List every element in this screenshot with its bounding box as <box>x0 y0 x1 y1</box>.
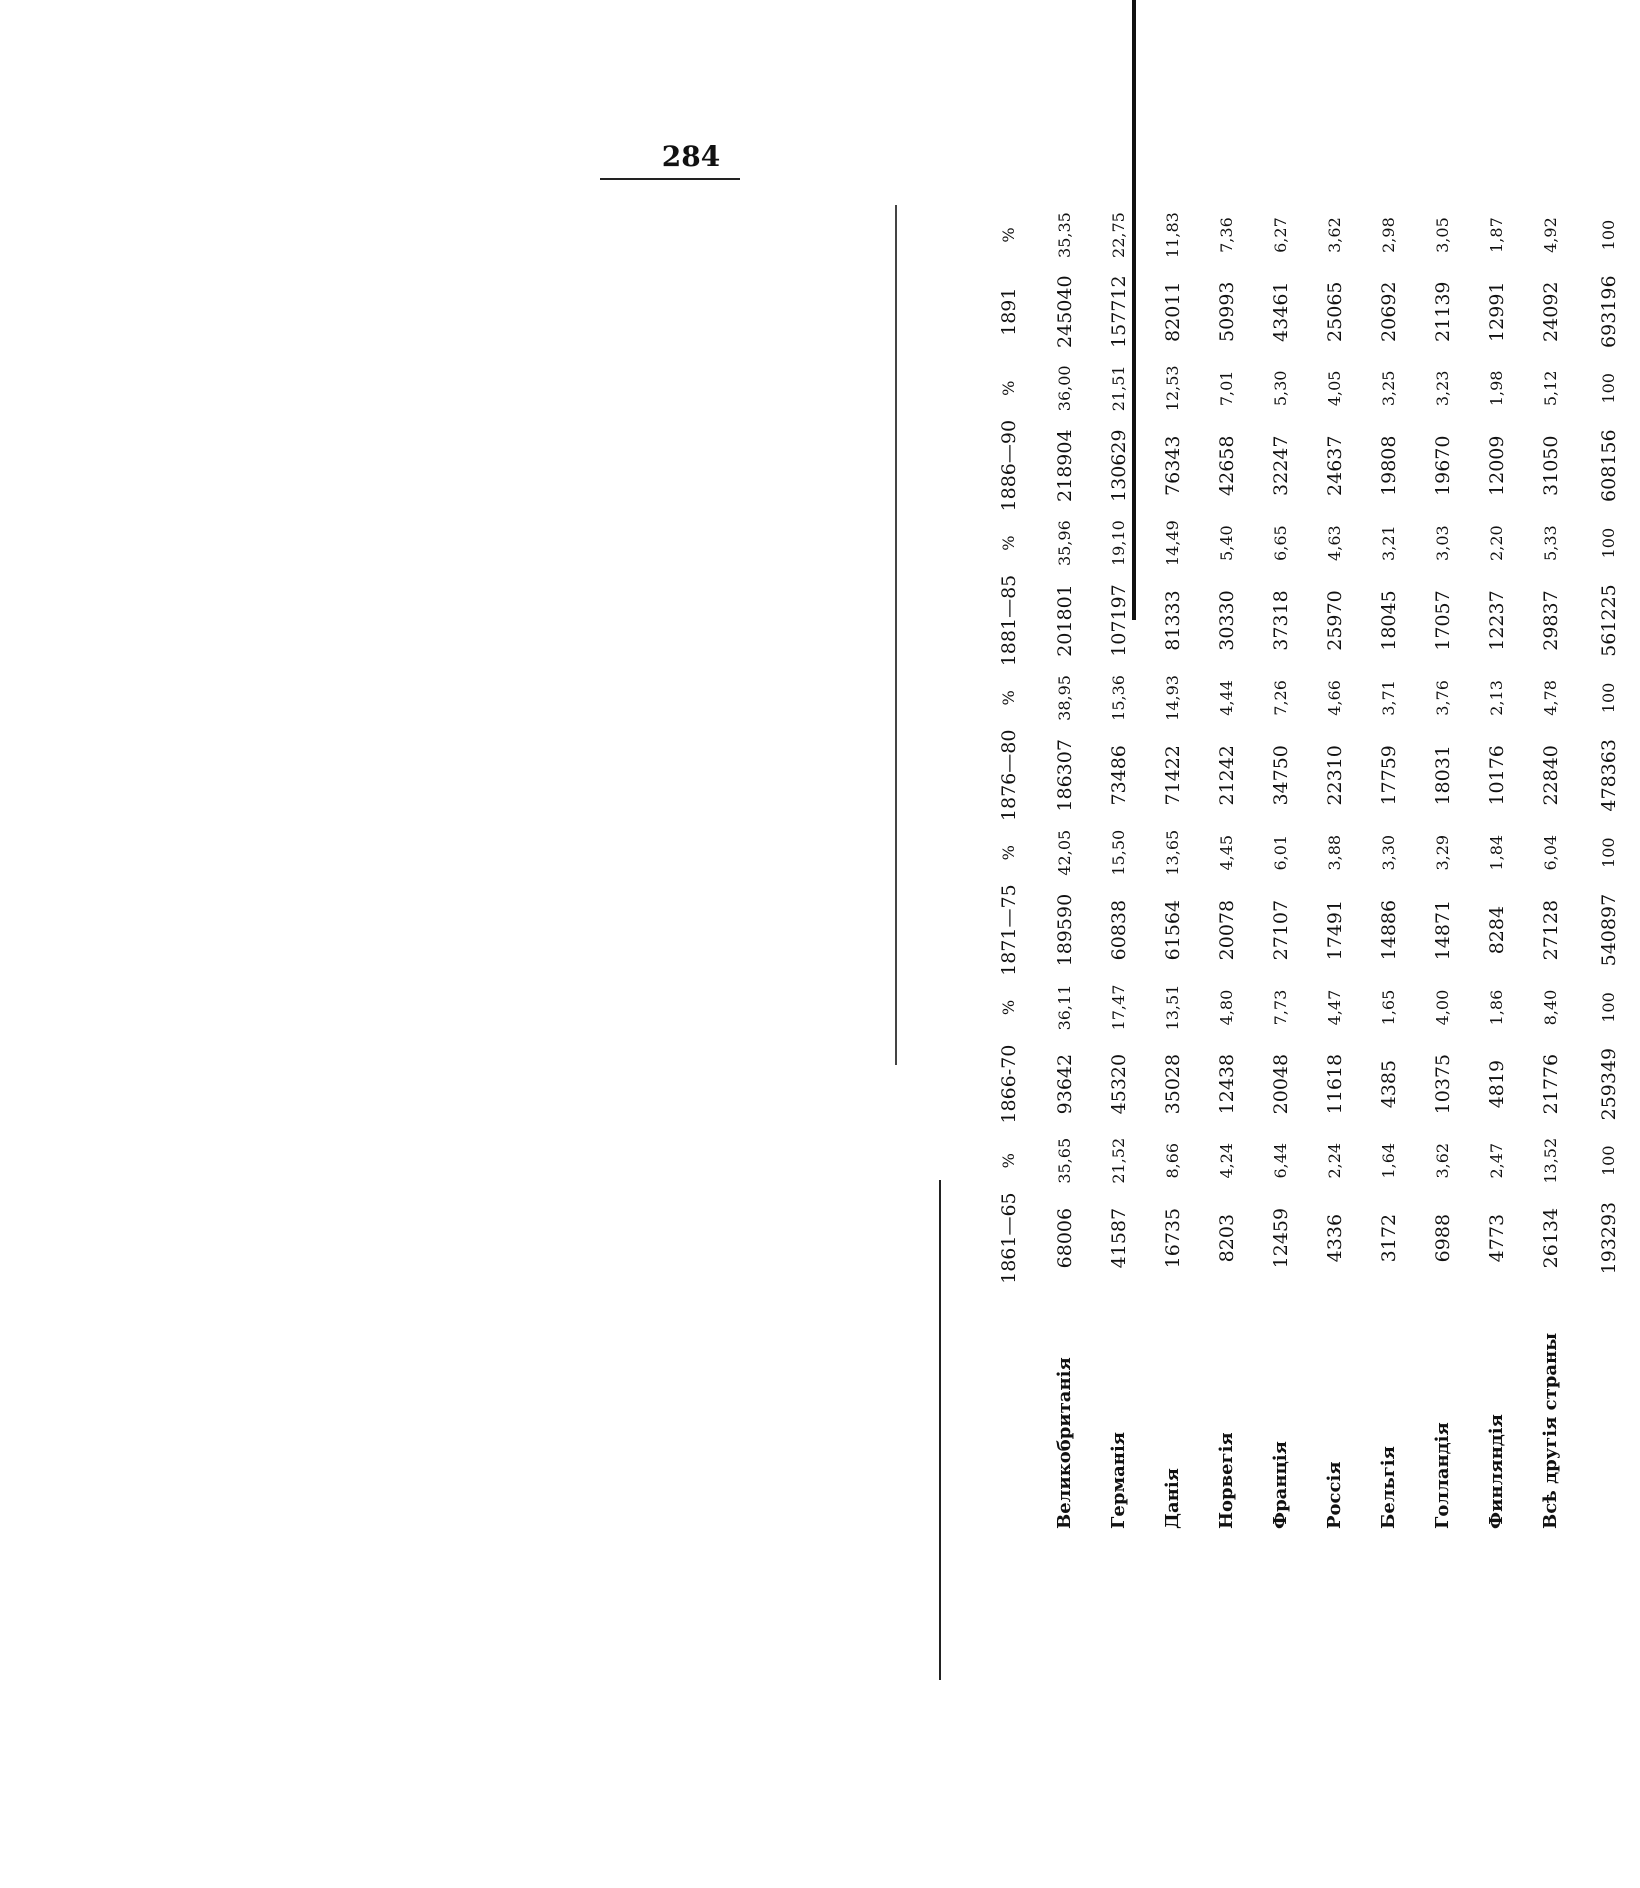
country-column-rule <box>939 1180 941 1680</box>
count-cell: 157712 <box>1107 275 1130 348</box>
count-cell: 19808 <box>1377 435 1400 496</box>
percent-cell: 5,33 <box>1541 525 1560 561</box>
percent-cell: 14,93 <box>1163 675 1182 721</box>
percent-cell: 1,65 <box>1379 989 1398 1026</box>
count-cell: 26134 <box>1539 1207 1562 1269</box>
percent-cell: 21,52 <box>1109 1137 1128 1184</box>
percent-cell: 12,53 <box>1163 365 1182 412</box>
percent-cell: 36,00 <box>1055 365 1074 412</box>
count-cell: 41587 <box>1107 1207 1130 1269</box>
count-cell: 12459 <box>1269 1207 1292 1269</box>
country-name: Голландія <box>1432 1422 1453 1529</box>
percent-cell: 6,27 <box>1271 217 1290 253</box>
percent-cell: 6,01 <box>1271 834 1290 871</box>
count-cell: 12009 <box>1485 435 1508 496</box>
percent-cell: 3,25 <box>1379 370 1398 407</box>
percent-cell: 1,98 <box>1487 370 1506 407</box>
totals-rule <box>895 205 897 1065</box>
count-cell: 27128 <box>1539 899 1562 961</box>
totals-row <box>1578 205 1640 1535</box>
percent-cell: 5,40 <box>1217 525 1236 561</box>
count-cell: 37318 <box>1269 590 1292 651</box>
percent-cell: 38,95 <box>1055 675 1074 721</box>
percent-cell: 2,20 <box>1487 525 1506 561</box>
count-cell: 31050 <box>1539 435 1562 496</box>
header-period: 1876—80 <box>997 729 1020 822</box>
count-cell: 27107 <box>1269 899 1292 961</box>
count-cell: 14886 <box>1377 899 1400 961</box>
count-cell: 22840 <box>1539 745 1562 806</box>
total-count-cell: 608156 <box>1597 429 1620 502</box>
total-count-cell: 540897 <box>1597 893 1620 967</box>
table-row <box>1524 205 1578 1535</box>
rotated-table-container <box>980 205 1620 1535</box>
percent-cell: 4,24 <box>1217 1142 1236 1179</box>
count-cell: 11618 <box>1323 1053 1346 1115</box>
table-row <box>1470 205 1524 1535</box>
count-cell: 73486 <box>1107 745 1130 806</box>
count-cell: 245040 <box>1053 275 1076 348</box>
percent-cell: 3,23 <box>1433 370 1452 407</box>
count-cell: 32247 <box>1269 435 1292 496</box>
count-cell: 16735 <box>1161 1207 1184 1269</box>
total-count-cell: 193293 <box>1597 1201 1620 1275</box>
total-count-cell: 478363 <box>1597 739 1620 812</box>
percent-cell: 7,01 <box>1217 370 1236 407</box>
count-cell: 82011 <box>1161 281 1184 342</box>
percent-cell: 3,71 <box>1379 680 1398 716</box>
percent-cell: 3,88 <box>1325 834 1344 871</box>
count-cell: 45320 <box>1107 1053 1130 1115</box>
percent-cell: 35,65 <box>1055 1137 1074 1184</box>
total-count-cell: 693196 <box>1597 275 1620 348</box>
percent-cell: 13,52 <box>1541 1137 1560 1184</box>
table-row <box>1416 205 1470 1535</box>
country-name: Россія <box>1324 1461 1345 1529</box>
count-cell: 4819 <box>1485 1059 1508 1109</box>
count-cell: 50993 <box>1215 281 1238 342</box>
count-cell: 68006 <box>1053 1207 1076 1269</box>
header-percent: % <box>999 535 1018 551</box>
table-row <box>1200 205 1254 1535</box>
percent-cell: 2,47 <box>1487 1142 1506 1179</box>
count-cell: 22310 <box>1323 745 1346 806</box>
percent-cell: 42,05 <box>1055 829 1074 876</box>
table-row <box>1308 205 1362 1535</box>
total-percent-cell: 100 <box>1599 837 1618 868</box>
country-name: Франція <box>1270 1441 1291 1529</box>
count-cell: 17057 <box>1431 590 1454 651</box>
page-number-rule <box>600 178 740 180</box>
count-cell: 4336 <box>1323 1213 1346 1263</box>
percent-cell: 5,12 <box>1541 370 1560 407</box>
header-percent: % <box>999 227 1018 243</box>
percent-cell: 7,73 <box>1271 989 1290 1026</box>
percent-cell: 6,65 <box>1271 525 1290 561</box>
percent-cell: 13,51 <box>1163 984 1182 1031</box>
country-name: Норвегія <box>1216 1432 1237 1529</box>
percent-cell: 22,75 <box>1109 212 1128 258</box>
count-cell: 12991 <box>1485 281 1508 342</box>
table-row <box>1362 205 1416 1535</box>
count-cell: 130629 <box>1107 429 1130 502</box>
count-cell: 24637 <box>1323 435 1346 496</box>
percent-cell: 4,47 <box>1325 989 1344 1026</box>
header-percent: % <box>999 999 1018 1016</box>
table-row <box>1092 205 1146 1535</box>
table-row <box>1146 205 1200 1535</box>
percent-cell: 3,62 <box>1433 1142 1452 1179</box>
total-percent-cell: 100 <box>1599 1145 1618 1176</box>
table-body <box>1038 205 1640 1535</box>
header-country <box>980 1286 1038 1536</box>
percent-cell: 5,30 <box>1271 370 1290 407</box>
percent-cell: 8,40 <box>1541 989 1560 1026</box>
total-percent-cell: 100 <box>1599 527 1618 559</box>
count-cell: 14871 <box>1431 899 1454 961</box>
emigration-statistics-table <box>980 205 1640 1535</box>
percent-cell: 4,92 <box>1541 217 1560 253</box>
total-percent-cell: 100 <box>1599 373 1618 404</box>
percent-cell: 3,62 <box>1325 217 1344 253</box>
percent-cell: 4,78 <box>1541 680 1560 716</box>
percent-cell: 14,49 <box>1163 520 1182 567</box>
percent-cell: 1,86 <box>1487 989 1506 1026</box>
total-count-cell: 259349 <box>1597 1047 1620 1121</box>
percent-cell: 2,98 <box>1379 217 1398 253</box>
percent-cell: 4,45 <box>1217 834 1236 871</box>
header-percent: % <box>999 1153 1018 1169</box>
percent-cell: 8,66 <box>1163 1142 1182 1179</box>
country-name: Великобританія <box>1054 1357 1075 1529</box>
percent-cell: 35,96 <box>1055 520 1074 567</box>
header-period: 1891 <box>997 287 1020 336</box>
count-cell: 61564 <box>1161 899 1184 961</box>
country-name: Данія <box>1162 1468 1183 1529</box>
total-count-cell: 561225 <box>1597 584 1620 657</box>
count-cell: 20692 <box>1377 281 1400 342</box>
percent-cell: 15,36 <box>1109 675 1128 721</box>
percent-cell: 4,00 <box>1433 989 1452 1026</box>
total-percent-cell: 100 <box>1599 992 1618 1023</box>
count-cell: 12438 <box>1215 1053 1238 1115</box>
count-cell: 21139 <box>1431 281 1454 342</box>
percent-cell: 11,83 <box>1163 212 1182 258</box>
count-cell: 201801 <box>1053 584 1076 657</box>
country-name: Бельгія <box>1378 1446 1399 1529</box>
count-cell: 60838 <box>1107 899 1130 961</box>
total-percent-cell: 100 <box>1599 682 1618 714</box>
header-percent: % <box>999 690 1018 706</box>
percent-cell: 36,11 <box>1055 984 1074 1031</box>
count-cell: 25065 <box>1323 281 1346 342</box>
percent-cell: 3,05 <box>1433 217 1452 253</box>
count-cell: 30330 <box>1215 590 1238 651</box>
header-percent: % <box>999 845 1018 861</box>
percent-cell: 3,76 <box>1433 680 1452 716</box>
count-cell: 34750 <box>1269 745 1292 806</box>
count-cell: 8203 <box>1215 1213 1238 1263</box>
percent-cell: 4,44 <box>1217 680 1236 716</box>
count-cell: 18031 <box>1431 745 1454 806</box>
count-cell: 12237 <box>1485 590 1508 651</box>
percent-cell: 4,66 <box>1325 680 1344 716</box>
count-cell: 218904 <box>1053 429 1076 502</box>
count-cell: 43461 <box>1269 281 1292 342</box>
header-period: 1881—85 <box>997 574 1020 667</box>
percent-cell: 35,35 <box>1055 212 1074 258</box>
count-cell: 186307 <box>1053 739 1076 812</box>
count-cell: 8284 <box>1485 905 1508 955</box>
count-cell: 10176 <box>1485 745 1508 806</box>
header-percent: % <box>999 380 1018 396</box>
count-cell: 21242 <box>1215 745 1238 806</box>
table-row <box>1254 205 1308 1535</box>
percent-cell: 21,51 <box>1109 365 1128 412</box>
country-name: Всѣ другія страны <box>1540 1332 1561 1529</box>
header-period: 1861—65 <box>997 1192 1020 1284</box>
count-cell: 189590 <box>1053 893 1076 967</box>
percent-cell: 3,21 <box>1379 525 1398 561</box>
percent-cell: 7,36 <box>1217 217 1236 253</box>
totals-label-blank <box>1578 1286 1640 1536</box>
count-cell: 17491 <box>1323 899 1346 961</box>
percent-cell: 1,87 <box>1487 217 1506 253</box>
country-name: Германія <box>1108 1431 1129 1529</box>
percent-cell: 3,30 <box>1379 834 1398 871</box>
count-cell: 81333 <box>1161 590 1184 651</box>
percent-cell: 1,64 <box>1379 1142 1398 1179</box>
percent-cell: 17,47 <box>1109 984 1128 1031</box>
page-number: 284 <box>661 140 721 173</box>
count-cell: 71422 <box>1161 745 1184 806</box>
count-cell: 3172 <box>1377 1213 1400 1263</box>
count-cell: 24092 <box>1539 281 1562 342</box>
percent-cell: 13,65 <box>1163 829 1182 876</box>
count-cell: 93642 <box>1053 1053 1076 1115</box>
count-cell: 4773 <box>1485 1213 1508 1263</box>
count-cell: 35028 <box>1161 1053 1184 1115</box>
percent-cell: 19,10 <box>1109 520 1128 567</box>
country-name: Финляндія <box>1486 1414 1507 1529</box>
table-header-row <box>980 205 1038 1535</box>
count-cell: 29837 <box>1539 590 1562 651</box>
total-percent-cell: 100 <box>1599 219 1618 251</box>
count-cell: 19670 <box>1431 435 1454 496</box>
percent-cell: 4,80 <box>1217 989 1236 1026</box>
count-cell: 20048 <box>1269 1053 1292 1115</box>
count-cell: 20078 <box>1215 899 1238 961</box>
count-cell: 17759 <box>1377 745 1400 806</box>
header-period: 1886—90 <box>997 419 1020 512</box>
count-cell: 10375 <box>1431 1053 1454 1115</box>
percent-cell: 4,63 <box>1325 525 1344 561</box>
count-cell: 107197 <box>1107 584 1130 657</box>
count-cell: 18045 <box>1377 590 1400 651</box>
percent-cell: 2,13 <box>1487 680 1506 716</box>
percent-cell: 6,04 <box>1541 834 1560 871</box>
count-cell: 76343 <box>1161 435 1184 496</box>
count-cell: 4385 <box>1377 1059 1400 1109</box>
count-cell: 42658 <box>1215 435 1238 496</box>
percent-cell: 15,50 <box>1109 829 1128 876</box>
percent-cell: 7,26 <box>1271 680 1290 716</box>
percent-cell: 6,44 <box>1271 1142 1290 1179</box>
percent-cell: 4,05 <box>1325 370 1344 407</box>
table-row <box>1038 205 1092 1535</box>
count-cell: 21776 <box>1539 1053 1562 1115</box>
count-cell: 25970 <box>1323 590 1346 651</box>
count-cell: 6988 <box>1431 1213 1454 1263</box>
header-period: 1871—75 <box>997 884 1020 976</box>
percent-cell: 1,84 <box>1487 834 1506 871</box>
percent-cell: 3,29 <box>1433 834 1452 871</box>
header-period: 1866-70 <box>997 1044 1020 1124</box>
percent-cell: 3,03 <box>1433 525 1452 561</box>
percent-cell: 2,24 <box>1325 1142 1344 1179</box>
